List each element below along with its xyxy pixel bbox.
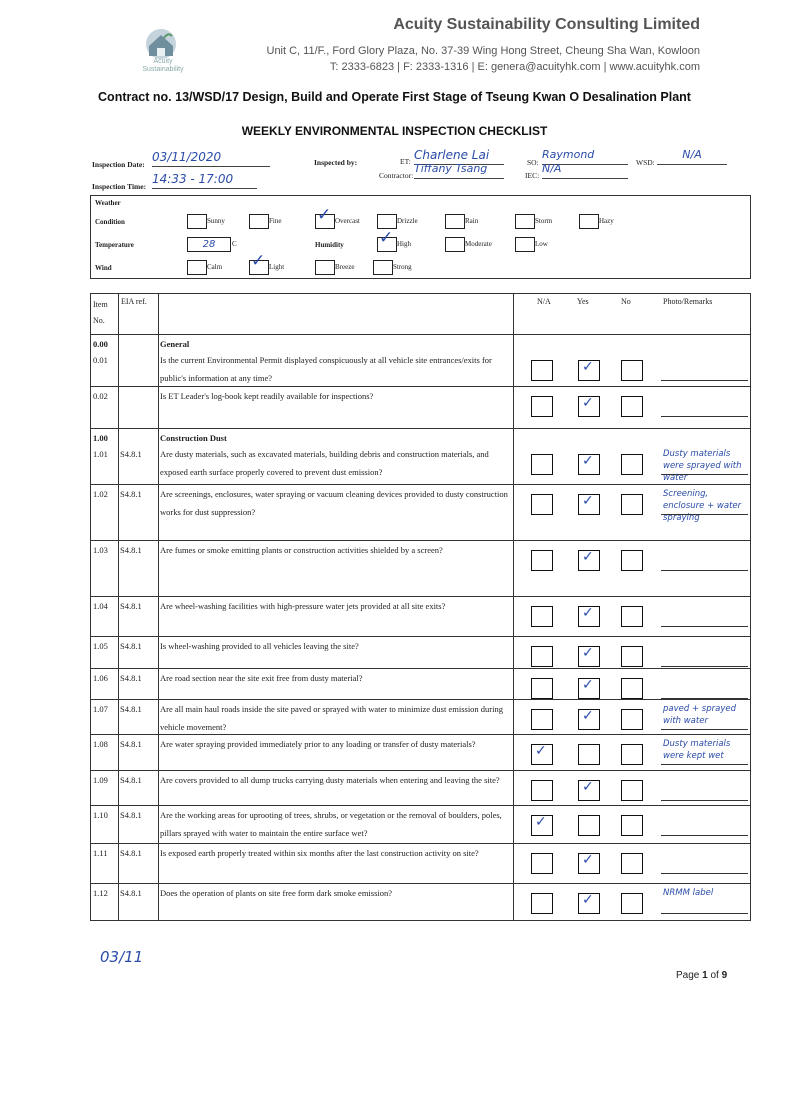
remark-line <box>661 416 748 417</box>
remark-text: paved + sprayed with water <box>663 704 736 726</box>
page-total: 9 <box>721 970 728 981</box>
question-text: Are all main haul roads inside the site paved or sprayed with water to minimize dust emission during vehicle movement? <box>160 704 503 732</box>
iec-label: IEC: <box>525 171 540 180</box>
question-text: Are wheel-washing facilities with high-pressure water jets provided at all site exits? <box>160 601 446 611</box>
no-checkbox[interactable] <box>621 853 643 874</box>
humidity-high-label: High <box>397 240 411 248</box>
wind-label: Wind <box>95 264 112 272</box>
na-checkbox[interactable] <box>531 853 553 874</box>
condition-drizzle-checkbox[interactable] <box>377 214 397 229</box>
header-no: No <box>621 297 631 306</box>
yes-checkbox[interactable] <box>578 744 600 765</box>
check-mark-icon: ✓ <box>582 605 594 621</box>
contractor-value: Tiffany Tsang <box>414 162 504 179</box>
item-number: 0.00 <box>93 339 108 349</box>
question-text: Is ET Leader's log-book kept readily available for inspections? <box>160 391 374 401</box>
item-number: 1.06 <box>93 673 108 683</box>
et-value: Charlene Lai <box>414 148 504 165</box>
remark-line <box>661 913 748 914</box>
wsd-label: WSD: <box>636 158 655 167</box>
item-number: 1.08 <box>93 739 108 749</box>
no-checkbox[interactable] <box>621 360 643 381</box>
check-mark-icon: ✓ <box>582 708 594 724</box>
wind-light-label: Light <box>269 263 285 271</box>
logo-text <box>128 58 198 74</box>
eia-ref: S4.8.1 <box>120 489 142 499</box>
check-mark-icon: ✓ <box>582 395 594 411</box>
company-address: Unit C, 11/F., Ford Glory Plaza, No. 37-39 Wing Hong Street, Cheung Sha Wan, Kowloon <box>266 45 700 57</box>
eia-ref: S4.8.1 <box>120 739 142 749</box>
na-checkbox[interactable] <box>531 606 553 627</box>
na-checkbox[interactable] <box>531 550 553 571</box>
condition-rain-checkbox[interactable] <box>445 214 465 229</box>
iec-value: N/A <box>542 162 628 179</box>
wind-breeze-label: Breeze <box>335 263 355 271</box>
remark-line <box>661 835 748 836</box>
question-text: Are fumes or smoke emitting plants or construction activities shielded by a screen? <box>160 545 443 555</box>
temperature-value: 28 <box>187 237 231 252</box>
remark-line <box>661 626 748 627</box>
temperature-unit: C <box>232 240 237 248</box>
temperature-label: Temperature <box>95 241 134 249</box>
na-checkbox[interactable] <box>531 494 553 515</box>
page-prefix: Page <box>676 970 703 981</box>
so-label: SO: <box>527 158 539 167</box>
check-mark-icon: ✓ <box>582 677 594 693</box>
question-text: Are the working areas for uprooting of trees, shrubs, or vegetation or the removal of boulders, poles, pillars sprayed with water to maintain the entire surface wet? <box>160 810 502 838</box>
question-text: Are dusty materials, such as excavated materials, building debris and construction materials, and exposed earth surface properly covered to prevent dust emission? <box>160 449 489 477</box>
condition-hazy-checkbox[interactable] <box>579 214 599 229</box>
checklist-title: WEEKLY ENVIRONMENTAL INSPECTION CHECKLIST <box>241 124 548 138</box>
question-text: Are water spraying provided immediately prior to any loading or transfer of dusty materials? <box>160 739 476 749</box>
inspection-time-value: 14:33 - 17:00 <box>152 172 257 189</box>
remark-text: Dusty materials were sprayed with water <box>663 449 742 483</box>
page-of: of <box>707 970 722 981</box>
check-mark-icon: ✓ <box>582 549 594 565</box>
check-mark-icon: ✓ <box>582 645 594 661</box>
wind-calm-label: Calm <box>207 263 223 271</box>
condition-storm-checkbox[interactable] <box>515 214 535 229</box>
eia-ref: S4.8.1 <box>120 545 142 555</box>
yes-checkbox[interactable] <box>578 815 600 836</box>
page-number <box>676 970 727 981</box>
wind-breeze-checkbox[interactable] <box>315 260 335 275</box>
inspection-time-label: Inspection Time: <box>92 182 147 191</box>
na-checkbox[interactable] <box>531 709 553 730</box>
condition-sunny-label: Sunny <box>207 217 225 225</box>
no-checkbox[interactable] <box>621 494 643 515</box>
remark-text: Dusty materials were kept wet <box>663 739 731 761</box>
item-number: 0.01 <box>93 355 108 365</box>
condition-sunny-checkbox[interactable] <box>187 214 207 229</box>
question-text: Is wheel-washing provided to all vehicles leaving the site? <box>160 641 359 651</box>
check-mark-icon: ✓ <box>582 359 594 375</box>
check-mark-icon: ✓ <box>582 493 594 509</box>
weather-section <box>90 195 751 279</box>
humidity-low-checkbox[interactable] <box>515 237 535 252</box>
so-value: Raymond <box>542 148 628 165</box>
logo-subtext: Sustainability <box>142 66 184 73</box>
condition-hazy-label: Hazy <box>599 217 614 225</box>
na-checkbox[interactable] <box>531 646 553 667</box>
no-checkbox[interactable] <box>621 678 643 699</box>
condition-overcast-label: Overcast <box>335 217 360 225</box>
question-text: Is the current Environmental Permit displayed conspicuously at all vehicle site entrances/exits for public's information at any time? <box>160 355 492 383</box>
na-checkbox[interactable] <box>531 893 553 914</box>
item-number: 1.09 <box>93 775 108 785</box>
eia-ref: S4.8.1 <box>120 449 142 459</box>
remark-line <box>661 873 748 874</box>
contractor-label: Contractor: <box>379 171 414 180</box>
item-number: 0.02 <box>93 391 108 401</box>
no-checkbox[interactable] <box>621 646 643 667</box>
eia-ref: S4.8.1 <box>120 704 142 714</box>
condition-fine-checkbox[interactable] <box>249 214 269 229</box>
na-checkbox[interactable] <box>531 678 553 699</box>
eia-ref: S4.8.1 <box>120 848 142 858</box>
remark-line <box>661 764 748 765</box>
remark-line <box>661 380 748 381</box>
no-checkbox[interactable] <box>621 454 643 475</box>
item-number: 1.00 <box>93 433 108 443</box>
eia-ref: S4.8.1 <box>120 673 142 683</box>
check-mark-icon: ✓ <box>582 892 594 908</box>
condition-label: Condition <box>95 218 125 226</box>
condition-fine-label: Fine <box>269 217 282 225</box>
item-number: 1.02 <box>93 489 108 499</box>
check-mark-icon: ✓ <box>251 251 266 271</box>
remark-line <box>661 698 748 699</box>
question-text: Are screenings, enclosures, water spraying or vacuum cleaning devices provided to dusty construction works for dust suppression? <box>160 489 508 517</box>
condition-rain-label: Rain <box>465 217 479 225</box>
company-contact: T: 2333-6823 | F: 2333-1316 | E: genera@acuityhk.com | www.acuityhk.com <box>329 61 700 73</box>
no-checkbox[interactable] <box>621 780 643 801</box>
remark-line <box>661 666 748 667</box>
house-icon <box>138 26 184 62</box>
handwritten-date: 03/11 <box>100 948 144 966</box>
item-number: 1.04 <box>93 601 108 611</box>
humidity-low-label: Low <box>535 240 548 248</box>
humidity-moderate-label: Moderate <box>465 240 492 248</box>
check-mark-icon: ✓ <box>582 779 594 795</box>
check-mark-icon: ✓ <box>317 205 332 225</box>
remark-text: NRMM label <box>663 888 714 898</box>
logo-name: Acuity <box>153 58 173 65</box>
eia-ref: S4.8.1 <box>120 601 142 611</box>
header-remarks: Photo/Remarks <box>663 297 713 306</box>
check-mark-icon: ✓ <box>535 743 547 759</box>
check-mark-icon: ✓ <box>582 852 594 868</box>
header-item: Item No. <box>93 300 108 325</box>
inspection-date-label: Inspection Date: <box>92 160 145 169</box>
company-name: Acuity Sustainability Consulting Limited <box>393 16 700 33</box>
section-heading: Construction Dust <box>160 433 227 443</box>
header-na: N/A <box>537 297 551 306</box>
no-checkbox[interactable] <box>621 606 643 627</box>
remark-line <box>661 570 748 571</box>
eia-ref: S4.8.1 <box>120 775 142 785</box>
question-text: Are covers provided to all dump trucks carrying dusty materials when entering and leaving the site? <box>160 775 500 785</box>
remark-line <box>661 729 748 730</box>
eia-ref: S4.8.1 <box>120 888 142 898</box>
humidity-label: Humidity <box>315 241 344 249</box>
na-checkbox[interactable] <box>531 780 553 801</box>
na-checkbox[interactable] <box>531 360 553 381</box>
checklist-table <box>90 293 751 921</box>
no-checkbox[interactable] <box>621 709 643 730</box>
condition-storm-label: Storm <box>535 217 553 225</box>
check-mark-icon: ✓ <box>535 814 547 830</box>
na-checkbox[interactable] <box>531 396 553 417</box>
header-yes: Yes <box>577 297 589 306</box>
wind-calm-checkbox[interactable] <box>187 260 207 275</box>
question-text: Are road section near the site exit free from dusty material? <box>160 673 363 683</box>
item-number: 1.03 <box>93 545 108 555</box>
eia-ref: S4.8.1 <box>120 810 142 820</box>
no-checkbox[interactable] <box>621 550 643 571</box>
no-checkbox[interactable] <box>621 815 643 836</box>
eia-ref: S4.8.1 <box>120 641 142 651</box>
wind-strong-label: Strong <box>393 263 412 271</box>
item-number: 1.01 <box>93 449 108 459</box>
et-label: ET: <box>400 157 411 166</box>
weather-title: Weather <box>95 199 121 207</box>
contract-title: Contract no. 13/WSD/17 Design, Build and Operate First Stage of Tseung Kwan O Desalination Plant <box>98 90 691 104</box>
item-number: 1.07 <box>93 704 108 714</box>
question-text: Is exposed earth properly treated within six months after the last construction activity on site? <box>160 848 479 858</box>
humidity-moderate-checkbox[interactable] <box>445 237 465 252</box>
check-mark-icon: ✓ <box>379 228 394 248</box>
wsd-value: N/A <box>657 148 727 165</box>
condition-drizzle-label: Drizzle <box>397 217 418 225</box>
check-mark-icon: ✓ <box>582 453 594 469</box>
section-heading: General <box>160 339 190 349</box>
question-text: Does the operation of plants on site free form dark smoke emission? <box>160 888 393 898</box>
remark-line <box>661 800 748 801</box>
inspection-date-value: 03/11/2020 <box>152 150 270 167</box>
item-number: 1.05 <box>93 641 108 651</box>
inspected-by-label: Inspected by: <box>314 158 358 167</box>
item-number: 1.12 <box>93 888 108 898</box>
page-num: 1 <box>702 970 708 981</box>
wind-strong-checkbox[interactable] <box>373 260 393 275</box>
item-number: 1.10 <box>93 810 108 820</box>
na-checkbox[interactable] <box>531 454 553 475</box>
item-number: 1.11 <box>93 848 108 858</box>
no-checkbox[interactable] <box>621 744 643 765</box>
header-eia: EIA ref. <box>121 297 147 306</box>
no-checkbox[interactable] <box>621 396 643 417</box>
remark-text: Screening, enclosure + water spraying <box>663 489 742 523</box>
no-checkbox[interactable] <box>621 893 643 914</box>
